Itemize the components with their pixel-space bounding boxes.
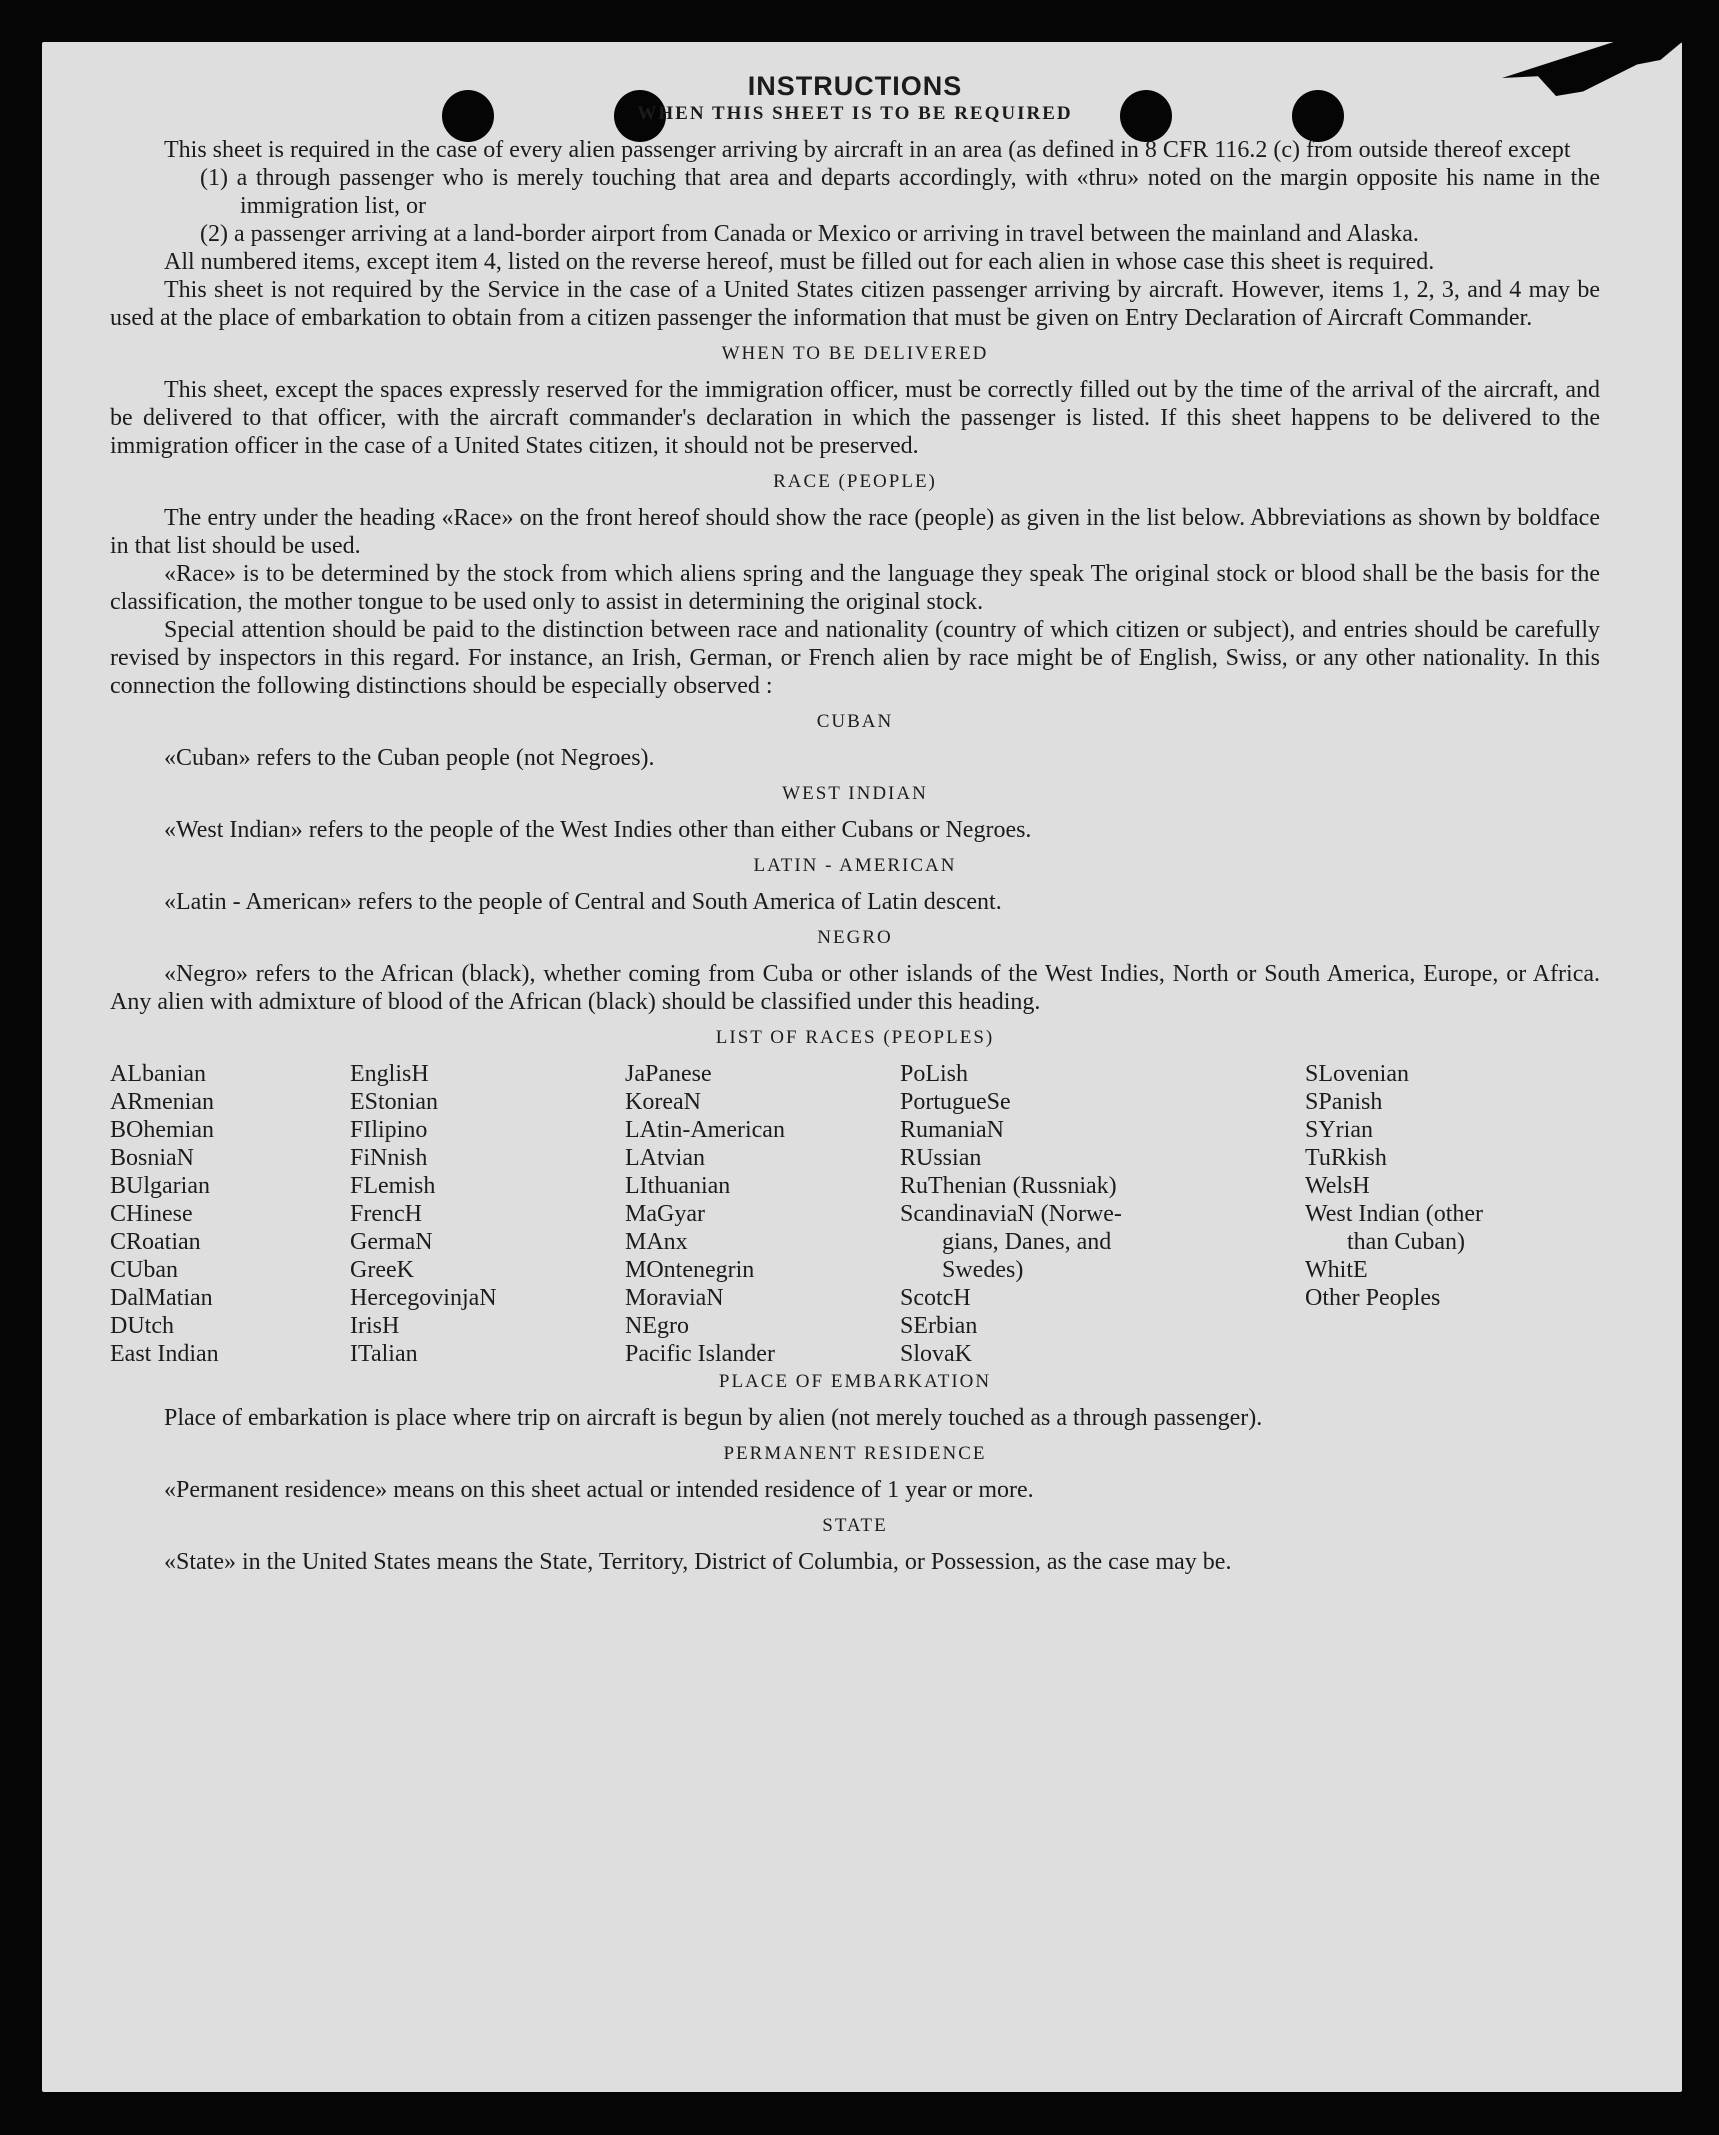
race-item: SLovenian <box>1305 1061 1409 1087</box>
race-item: WhitE <box>1305 1257 1368 1283</box>
race-item: DUtch <box>110 1313 174 1339</box>
race-item: WelsH <box>1305 1173 1370 1199</box>
section-heading: LATIN - AMERICAN <box>753 855 957 876</box>
race-item: MoraviaN <box>625 1285 724 1311</box>
race-item: RUssian <box>900 1145 982 1171</box>
race-item: ALbanian <box>110 1061 206 1087</box>
race-item: ScotcH <box>900 1285 971 1311</box>
race-item: ScandinaviaN (Norwe- <box>900 1201 1122 1227</box>
list-item: (1) a through passenger who is merely touching that area and departs accordingly, with «thru» noted on the margin opposite his name in the immigration list, or <box>200 165 1600 219</box>
paragraph: «West Indian» refers to the people of the West Indies other than either Cubans or Negroes. <box>164 817 1032 843</box>
race-item: RuThenian (Russniak) <box>900 1173 1117 1199</box>
page-title: INSTRUCTIONS <box>747 71 963 101</box>
paragraph: Place of embarkation is place where trip on aircraft is begun by alien (not merely touched as a through passenger). <box>164 1405 1263 1431</box>
race-item: EnglisH <box>350 1061 429 1087</box>
paragraph: «State» in the United States means the State, Territory, District of Columbia, or Possession, as the case may be. <box>164 1549 1232 1575</box>
race-item: SErbian <box>900 1313 978 1339</box>
race-column <box>625 1060 900 1368</box>
paragraph: The entry under the heading «Race» on the front hereof should show the race (people) as given in the list below. Abbreviations as shown by boldface in that list should be used. <box>110 505 1600 559</box>
paragraph: This sheet, except the spaces expressly reserved for the immigration officer, must be correctly filled out by the time of the arrival of the aircraft, and be delivered to that officer, with the aircraft commander's declaration in which the passenger is listed. If this sheet happens to be delivered to the immigration officer in the case of a United States citizen, it should not be preserved. <box>110 377 1600 459</box>
race-item: ARmenian <box>110 1089 214 1115</box>
race-column <box>350 1060 625 1368</box>
race-column <box>1305 1060 1565 1368</box>
race-item: CUban <box>110 1257 178 1283</box>
paragraph: «Cuban» refers to the Cuban people (not Negroes). <box>164 745 655 771</box>
race-list <box>110 1060 1600 1368</box>
race-item: West Indian (other <box>1305 1201 1484 1227</box>
section-heading: STATE <box>822 1515 888 1536</box>
section-heading: CUBAN <box>816 711 894 732</box>
race-item: EStonian <box>350 1089 438 1115</box>
race-item: FLemish <box>350 1173 436 1199</box>
race-item: LAtvian <box>625 1145 705 1171</box>
race-item: DalMatian <box>110 1285 213 1311</box>
race-item: SPanish <box>1305 1089 1383 1115</box>
race-item: BUlgarian <box>110 1173 210 1199</box>
race-item: MOntenegrin <box>625 1257 755 1283</box>
race-item: MaGyar <box>625 1201 705 1227</box>
section-heading: LIST OF RACES (PEOPLES) <box>715 1027 995 1048</box>
race-item: Swedes) <box>942 1257 1024 1283</box>
race-item: CHinese <box>110 1201 193 1227</box>
race-item: than Cuban) <box>1347 1229 1465 1255</box>
race-item: FIlipino <box>350 1117 428 1143</box>
paragraph: «Race» is to be determined by the stock from which aliens spring and the language they speak The original stock or blood shall be the basis for the classification, the mother tongue to be used only to assist in determining the original stock. <box>110 561 1600 615</box>
race-item: NEgro <box>625 1313 689 1339</box>
paragraph: All numbered items, except item 4, listed on the reverse hereof, must be filled out for each alien in whose case this sheet is required. <box>164 249 1435 275</box>
race-item: SYrian <box>1305 1117 1373 1143</box>
race-item: PoLish <box>900 1061 969 1087</box>
document-body <box>110 72 1600 1576</box>
section-heading: PERMANENT RESIDENCE <box>723 1443 987 1464</box>
paragraph: This sheet is required in the case of every alien passenger arriving by aircraft in an area (as defined in 8 CFR 116.2 (c) from outside thereof except <box>164 137 1571 163</box>
section-heading: NEGRO <box>817 927 893 948</box>
race-item: SlovaK <box>900 1341 972 1367</box>
race-item: LAtin-American <box>625 1117 785 1143</box>
race-item: LIthuanian <box>625 1173 731 1199</box>
section-heading: RACE (PEOPLE) <box>773 471 937 492</box>
race-item: BosniaN <box>110 1145 194 1171</box>
race-item: HercegovinjaN <box>350 1285 497 1311</box>
race-item: FrencH <box>350 1201 422 1227</box>
paragraph: Special attention should be paid to the distinction between race and nationality (country of which citizen or subject), and entries should be carefully revised by inspectors in this regard. For instance, an Irish, German, or French alien by race might be of English, Swiss, or any other nationality. In this connection the following distinctions should be especially observed : <box>110 617 1600 699</box>
section-heading: WHEN THIS SHEET IS TO BE REQUIRED <box>637 103 1073 124</box>
race-item: Pacific Islander <box>625 1341 775 1367</box>
race-item: gians, Danes, and <box>942 1229 1112 1255</box>
race-item: BOhemian <box>110 1117 214 1143</box>
race-item: FiNnish <box>350 1145 428 1171</box>
section-heading: WHEN TO BE DELIVERED <box>721 343 989 364</box>
race-item: ITalian <box>350 1341 418 1367</box>
race-item: JaPanese <box>625 1061 712 1087</box>
paragraph: «Negro» refers to the African (black), whether coming from Cuba or other islands of the West Indies, North or South America, Europe, or Africa. Any alien with admixture of blood of the African (black) should be classified under this heading. <box>110 961 1600 1015</box>
race-item: RumaniaN <box>900 1117 1004 1143</box>
section-heading: PLACE OF EMBARKATION <box>718 1371 992 1392</box>
section-heading: WEST INDIAN <box>782 783 928 804</box>
race-column <box>110 1060 350 1368</box>
race-item: CRoatian <box>110 1229 201 1255</box>
race-item: PortugueSe <box>900 1089 1011 1115</box>
race-column <box>900 1060 1305 1368</box>
race-item: IrisH <box>350 1313 400 1339</box>
paragraph: «Latin - American» refers to the people of Central and South America of Latin descent. <box>164 889 1002 915</box>
paragraph: «Permanent residence» means on this sheet actual or intended residence of 1 year or more. <box>164 1477 1034 1503</box>
race-item: MAnx <box>625 1229 688 1255</box>
race-item: Other Peoples <box>1305 1285 1441 1311</box>
race-item: GreeK <box>350 1257 414 1283</box>
race-item: TuRkish <box>1305 1145 1387 1171</box>
race-item: KoreaN <box>625 1089 701 1115</box>
race-item: GermaN <box>350 1229 433 1255</box>
paragraph: This sheet is not required by the Service in the case of a United States citizen passenger arriving by aircraft. However, items 1, 2, 3, and 4 may be used at the place of embarkation to obtain from a citizen passenger the information that must be given on Entry Declaration of Aircraft Commander. <box>110 277 1600 331</box>
race-item: East Indian <box>110 1341 219 1367</box>
list-item: (2) a passenger arriving at a land-border airport from Canada or Mexico or arriving in travel between the mainland and Alaska. <box>200 221 1419 247</box>
